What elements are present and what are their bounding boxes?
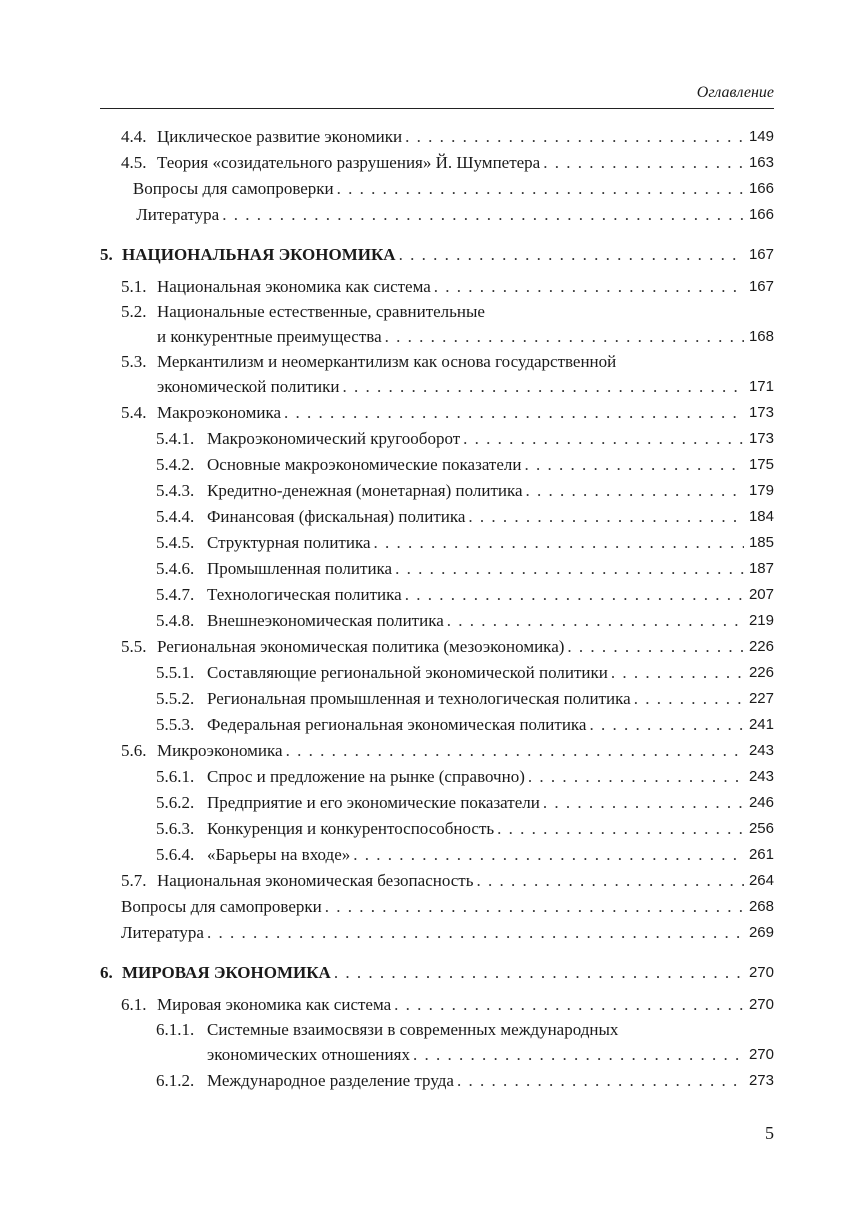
- toc-entry-title: Вопросы для самопроверки: [132, 179, 334, 198]
- toc-entry-5-4-6[interactable]: [100, 556, 774, 582]
- toc-entry-page: 273: [748, 1072, 774, 1089]
- toc-entry-title: Предприятие и его экономические показатели: [207, 793, 540, 812]
- toc-entry-title: Международное разделение труда: [207, 1071, 454, 1090]
- toc-entry-5-6[interactable]: [100, 738, 774, 764]
- toc-entry-5-4-2[interactable]: [100, 452, 774, 478]
- toc-entry-page: 179: [748, 482, 774, 499]
- dot-leader: [525, 764, 744, 790]
- toc-entry-page: 256: [748, 820, 774, 837]
- dot-leader: [444, 608, 744, 634]
- toc-entry-title-line2: экономических отношениях: [207, 1045, 410, 1064]
- toc-entry-page: 166: [748, 180, 774, 197]
- toc-entry-title: Промышленная политика: [207, 559, 393, 578]
- toc-chapter-number: 5.: [100, 245, 113, 264]
- toc-entry-title: Национальная экономика как система: [157, 277, 431, 296]
- toc-entry-5-5-2[interactable]: [100, 686, 774, 712]
- toc-entry-5-4-4[interactable]: [100, 504, 774, 530]
- toc-chapter-title: МИРОВАЯ ЭКОНОМИКА: [122, 963, 331, 982]
- dot-leader: [350, 842, 744, 868]
- toc-entry-title: Финансовая (фискальная) политика: [207, 507, 466, 526]
- toc-entry-number: 5.4.5.: [156, 533, 195, 552]
- dot-leader: [331, 960, 744, 986]
- toc-entry-page: 227: [748, 690, 774, 707]
- dot-leader: [391, 992, 744, 1018]
- toc-entry-5-4-1[interactable]: [100, 426, 774, 452]
- toc-entry-number: 5.6.: [121, 741, 147, 760]
- toc-entry-number: 5.2.: [121, 302, 147, 321]
- toc-entry-5-5[interactable]: [100, 634, 774, 660]
- toc-entry-5-5-3[interactable]: [100, 712, 774, 738]
- dot-leader: [465, 504, 744, 530]
- toc-entry-number: 4.4.: [121, 127, 147, 146]
- toc-chapter-page: 270: [748, 964, 774, 981]
- dot-leader: [608, 660, 744, 686]
- toc-entry-literature-4[interactable]: [100, 202, 774, 228]
- dot-leader: [281, 400, 744, 426]
- toc-entry-number: 5.5.: [121, 637, 147, 656]
- toc-entry-page: 166: [748, 206, 774, 223]
- toc-entry-page: 243: [748, 768, 774, 785]
- toc-entry-number: 5.6.3.: [156, 819, 195, 838]
- toc-chapter-page: 167: [748, 246, 774, 263]
- dot-leader: [431, 274, 744, 300]
- toc-entry-page: 226: [748, 638, 774, 655]
- toc-entry-title: Циклическое развитие экономики: [157, 127, 403, 146]
- toc-entry-page: 246: [748, 794, 774, 811]
- dot-leader: [474, 868, 745, 894]
- toc-entry-page: 268: [748, 898, 774, 915]
- toc-entry-title: Национальная экономическая безопасность: [157, 871, 474, 890]
- toc-entry-4-4[interactable]: [100, 124, 774, 150]
- toc-entry-4-5[interactable]: [100, 150, 774, 176]
- toc-entry-number: 5.3.: [121, 352, 147, 371]
- toc-entry-title: Мировая экономика как система: [157, 995, 392, 1014]
- toc-entry-title: Внешнеэкономическая политика: [207, 611, 444, 630]
- toc-entry-page: 226: [748, 664, 774, 681]
- toc-entry-page: 185: [748, 534, 774, 551]
- toc-entry-page: 171: [748, 378, 774, 395]
- toc-entry-5-3[interactable]: [100, 350, 774, 400]
- dot-leader: [564, 634, 744, 660]
- toc-entry-questions-4[interactable]: [100, 176, 774, 202]
- toc-entry-5-1[interactable]: [100, 274, 774, 300]
- toc-entry-title: Технологическая политика: [207, 585, 402, 604]
- dot-leader: [322, 894, 744, 920]
- toc-entry-title: Спрос и предложение на рынке (справочно): [207, 767, 525, 786]
- toc-entry-6-1-2[interactable]: [100, 1068, 774, 1094]
- toc-entry-title: Микроэкономика: [157, 741, 283, 760]
- toc-entry-title: Вопросы для самопроверки: [121, 897, 322, 916]
- toc-entry-number: 5.4.2.: [156, 455, 195, 474]
- dot-leader: [392, 556, 744, 582]
- toc-entry-5-2[interactable]: [100, 300, 774, 350]
- dot-leader: [460, 426, 744, 452]
- dot-leader: [540, 150, 744, 176]
- toc-entry-6-1[interactable]: [100, 992, 774, 1018]
- dot-leader: [586, 712, 744, 738]
- toc-entry-number: 5.5.3.: [156, 715, 195, 734]
- toc-entry-number: 5.7.: [121, 871, 147, 890]
- dot-leader: [540, 790, 744, 816]
- toc-entry-title-line1: Национальные естественные, сравнительные: [157, 302, 485, 321]
- toc-chapter-6[interactable]: [100, 960, 774, 986]
- toc-entry-title: Теория «созидательного разрушения» Й. Шумпетера: [157, 153, 541, 172]
- dot-leader: [219, 202, 744, 228]
- dot-leader: [204, 920, 744, 946]
- toc-entry-5-7[interactable]: [100, 868, 774, 894]
- dot-leader: [402, 582, 744, 608]
- toc-chapter-number: 6.: [100, 963, 113, 982]
- toc-entry-number: 5.4.1.: [156, 429, 195, 448]
- toc-entry-number: 5.6.1.: [156, 767, 195, 786]
- toc-entry-title: Макроэкономический кругооборот: [207, 429, 461, 448]
- dot-leader: [410, 1042, 744, 1068]
- toc-entry-literature-5[interactable]: [100, 920, 774, 946]
- dot-leader: [402, 124, 744, 150]
- toc-entry-number: 5.6.2.: [156, 793, 195, 812]
- toc-entry-page: 207: [748, 586, 774, 603]
- toc-entry-number: 6.1.1.: [156, 1020, 195, 1039]
- toc-entry-page: 187: [748, 560, 774, 577]
- page-number: 5: [765, 1123, 774, 1143]
- dot-leader: [371, 530, 744, 556]
- toc-entry-title-line1: Системные взаимосвязи в современных международных: [207, 1020, 619, 1039]
- toc-entry-questions-5[interactable]: [100, 894, 774, 920]
- toc-entry-number: 5.6.4.: [156, 845, 195, 864]
- toc-entry-title-line1: Меркантилизм и неомеркантилизм как основа государственной: [157, 352, 617, 371]
- toc-entry-number: 5.4.: [121, 403, 147, 422]
- toc-entry-number: 4.5.: [121, 153, 147, 172]
- toc-entry-5-4-7[interactable]: [100, 582, 774, 608]
- toc-entry-5-5-1[interactable]: [100, 660, 774, 686]
- toc-entry-number: 6.1.2.: [156, 1071, 195, 1090]
- toc-entry-page: 219: [748, 612, 774, 629]
- toc-entry-5-6-3[interactable]: [100, 816, 774, 842]
- dot-leader: [382, 324, 744, 350]
- toc-entry-page: 261: [748, 846, 774, 863]
- toc-entry-page: 168: [748, 328, 774, 345]
- toc-entry-page: 270: [748, 1046, 774, 1063]
- dot-leader: [396, 242, 744, 268]
- dot-leader: [283, 738, 744, 764]
- toc-entry-5-6-2[interactable]: [100, 790, 774, 816]
- table-of-contents: [100, 124, 774, 1094]
- toc-entry-page: 243: [748, 742, 774, 759]
- dot-leader: [339, 374, 744, 400]
- toc-entry-number: 5.4.7.: [156, 585, 195, 604]
- toc-entry-page: 241: [748, 716, 774, 733]
- toc-entry-title: Региональная экономическая политика (мезоэкономика): [157, 637, 565, 656]
- toc-entry-number: 5.5.1.: [156, 663, 195, 682]
- toc-entry-page: 269: [748, 924, 774, 941]
- toc-entry-5-4[interactable]: [100, 400, 774, 426]
- toc-entry-title: Федеральная региональная экономическая политика: [207, 715, 587, 734]
- toc-entry-number: 5.4.4.: [156, 507, 195, 526]
- toc-entry-title: Структурная политика: [207, 533, 371, 552]
- toc-entry-number: 5.5.2.: [156, 689, 195, 708]
- toc-entry-number: 5.4.8.: [156, 611, 195, 630]
- toc-entry-number: 5.4.6.: [156, 559, 195, 578]
- toc-entry-number: 5.1.: [121, 277, 147, 296]
- toc-entry-title-line2: и конкурентные преимущества: [157, 327, 382, 346]
- toc-entry-page: 167: [748, 278, 774, 295]
- dot-leader: [631, 686, 744, 712]
- toc-entry-5-4-8[interactable]: [100, 608, 774, 634]
- toc-entry-page: 173: [748, 430, 774, 447]
- toc-entry-page: 173: [748, 404, 774, 421]
- toc-entry-title: Региональная промышленная и технологическая политика: [207, 689, 631, 708]
- toc-entry-page: 163: [748, 154, 774, 171]
- toc-entry-5-6-4[interactable]: [100, 842, 774, 868]
- toc-entry-title: Кредитно-денежная (монетарная) политика: [207, 481, 523, 500]
- toc-entry-title: Литература: [136, 205, 220, 224]
- toc-entry-number: 6.1.: [121, 995, 147, 1014]
- dot-leader: [454, 1068, 744, 1094]
- dot-leader: [521, 452, 744, 478]
- toc-entry-5-4-3[interactable]: [100, 478, 774, 504]
- toc-entry-title: Составляющие региональной экономической политики: [207, 663, 608, 682]
- toc-chapter-5[interactable]: [100, 242, 774, 268]
- toc-chapter-title: НАЦИОНАЛЬНАЯ ЭКОНОМИКА: [122, 245, 396, 264]
- toc-entry-5-6-1[interactable]: [100, 764, 774, 790]
- toc-entry-number: 5.4.3.: [156, 481, 195, 500]
- dot-leader: [334, 176, 744, 202]
- toc-entry-page: 264: [748, 872, 774, 889]
- toc-entry-page: 184: [748, 508, 774, 525]
- running-head: Оглавление: [696, 84, 774, 101]
- toc-entry-page: 270: [748, 996, 774, 1013]
- toc-entry-title-line2: экономической политики: [157, 377, 340, 396]
- toc-entry-title: Макроэкономика: [157, 403, 281, 422]
- toc-entry-page: 149: [748, 128, 774, 145]
- toc-entry-title: Литература: [121, 923, 204, 942]
- dot-leader: [523, 478, 744, 504]
- toc-entry-title: Основные макроэкономические показатели: [207, 455, 522, 474]
- dot-leader: [494, 816, 744, 842]
- toc-entry-6-1-1[interactable]: [100, 1018, 774, 1068]
- toc-entry-5-4-5[interactable]: [100, 530, 774, 556]
- toc-entry-title: «Барьеры на входе»: [207, 845, 351, 864]
- toc-entry-page: 175: [748, 456, 774, 473]
- header-rule: [100, 108, 774, 109]
- toc-entry-title: Конкуренция и конкурентоспособность: [207, 819, 495, 838]
